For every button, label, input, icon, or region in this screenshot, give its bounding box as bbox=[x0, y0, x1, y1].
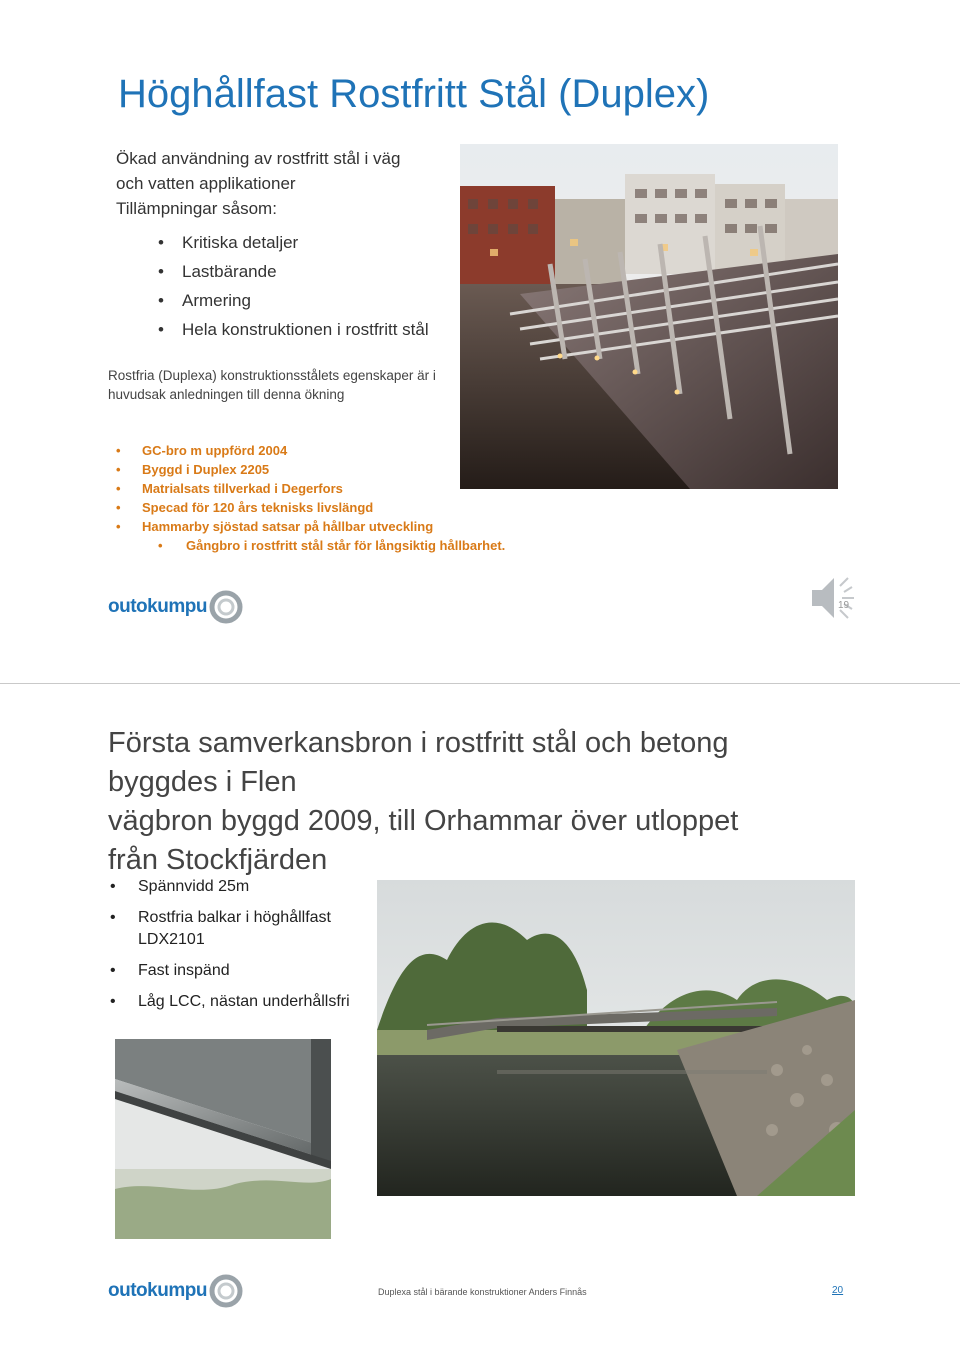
note-text: Rostfria (Duplexa) konstruktionsstålets egenskaper är i huvudsak anledningen till denna ökning bbox=[108, 368, 436, 402]
footer-text: Duplexa stål i bärande konstruktioner Anders Finnås bbox=[378, 1287, 587, 1297]
title-line: Första samverkansbron i rostfritt stål och betong bbox=[108, 727, 729, 759]
list-item: • Lastbärande bbox=[158, 259, 458, 284]
slide-19 bbox=[0, 0, 960, 682]
logo-text: outokumpu bbox=[108, 596, 207, 617]
logo-ring-icon bbox=[209, 1274, 243, 1308]
list-item: • Hammarby sjöstad satsar på hållbar utveckling bbox=[116, 517, 505, 536]
outokumpu-logo bbox=[108, 590, 243, 624]
outokumpu-logo bbox=[108, 1274, 243, 1308]
slide-title: Höghållfast Rostfritt Stål (Duplex) bbox=[118, 72, 710, 116]
list-item: • Matrialsats tillverkad i Degerfors bbox=[116, 479, 505, 498]
list-item: • Specad för 120 års teknisks livslängd bbox=[116, 498, 505, 517]
list-item: • Spännvidd 25m bbox=[110, 876, 380, 898]
girder-underside-photo bbox=[115, 1039, 331, 1239]
logo-ring-icon bbox=[209, 590, 243, 624]
applications-list bbox=[158, 230, 458, 346]
bridge-facts-list bbox=[110, 876, 380, 1022]
list-item: • Gångbro i rostfritt stål står för långsiktig hållbarhet. bbox=[116, 536, 505, 555]
slide-title bbox=[108, 724, 828, 880]
list-item: • Hela konstruktionen i rostfritt stål bbox=[158, 317, 458, 342]
logo-text: outokumpu bbox=[108, 1280, 207, 1301]
list-item: • Låg LCC, nästan underhållsfri bbox=[110, 991, 380, 1013]
title-line: från Stockfjärden bbox=[108, 844, 328, 876]
list-item: • Fast inspänd bbox=[110, 960, 380, 982]
intro-line: Ökad användning av rostfritt stål i väg bbox=[116, 149, 401, 168]
list-item: • Rostfria balkar i höghållfast LDX2101 bbox=[110, 907, 380, 951]
page-number: 19 bbox=[838, 600, 850, 611]
title-line: byggdes i Flen bbox=[108, 766, 297, 798]
facts-list bbox=[116, 441, 505, 555]
list-item: • Byggd i Duplex 2205 bbox=[116, 460, 505, 479]
intro-line: och vatten applikationer bbox=[116, 174, 296, 193]
bridge-photo bbox=[460, 144, 838, 489]
list-item: • Kritiska detaljer bbox=[158, 230, 458, 255]
speaker-icon[interactable] bbox=[808, 572, 860, 624]
slide-20 bbox=[0, 684, 960, 1367]
river-bridge-photo bbox=[377, 880, 855, 1196]
page-number: 20 bbox=[832, 1285, 844, 1296]
list-item: • Armering bbox=[158, 288, 458, 313]
list-item: • GC-bro m uppförd 2004 bbox=[116, 441, 505, 460]
intro-text bbox=[116, 146, 456, 221]
title-line: vägbron byggd 2009, till Orhammar över utloppet bbox=[108, 805, 739, 837]
intro-line: Tillämpningar såsom: bbox=[116, 199, 277, 218]
